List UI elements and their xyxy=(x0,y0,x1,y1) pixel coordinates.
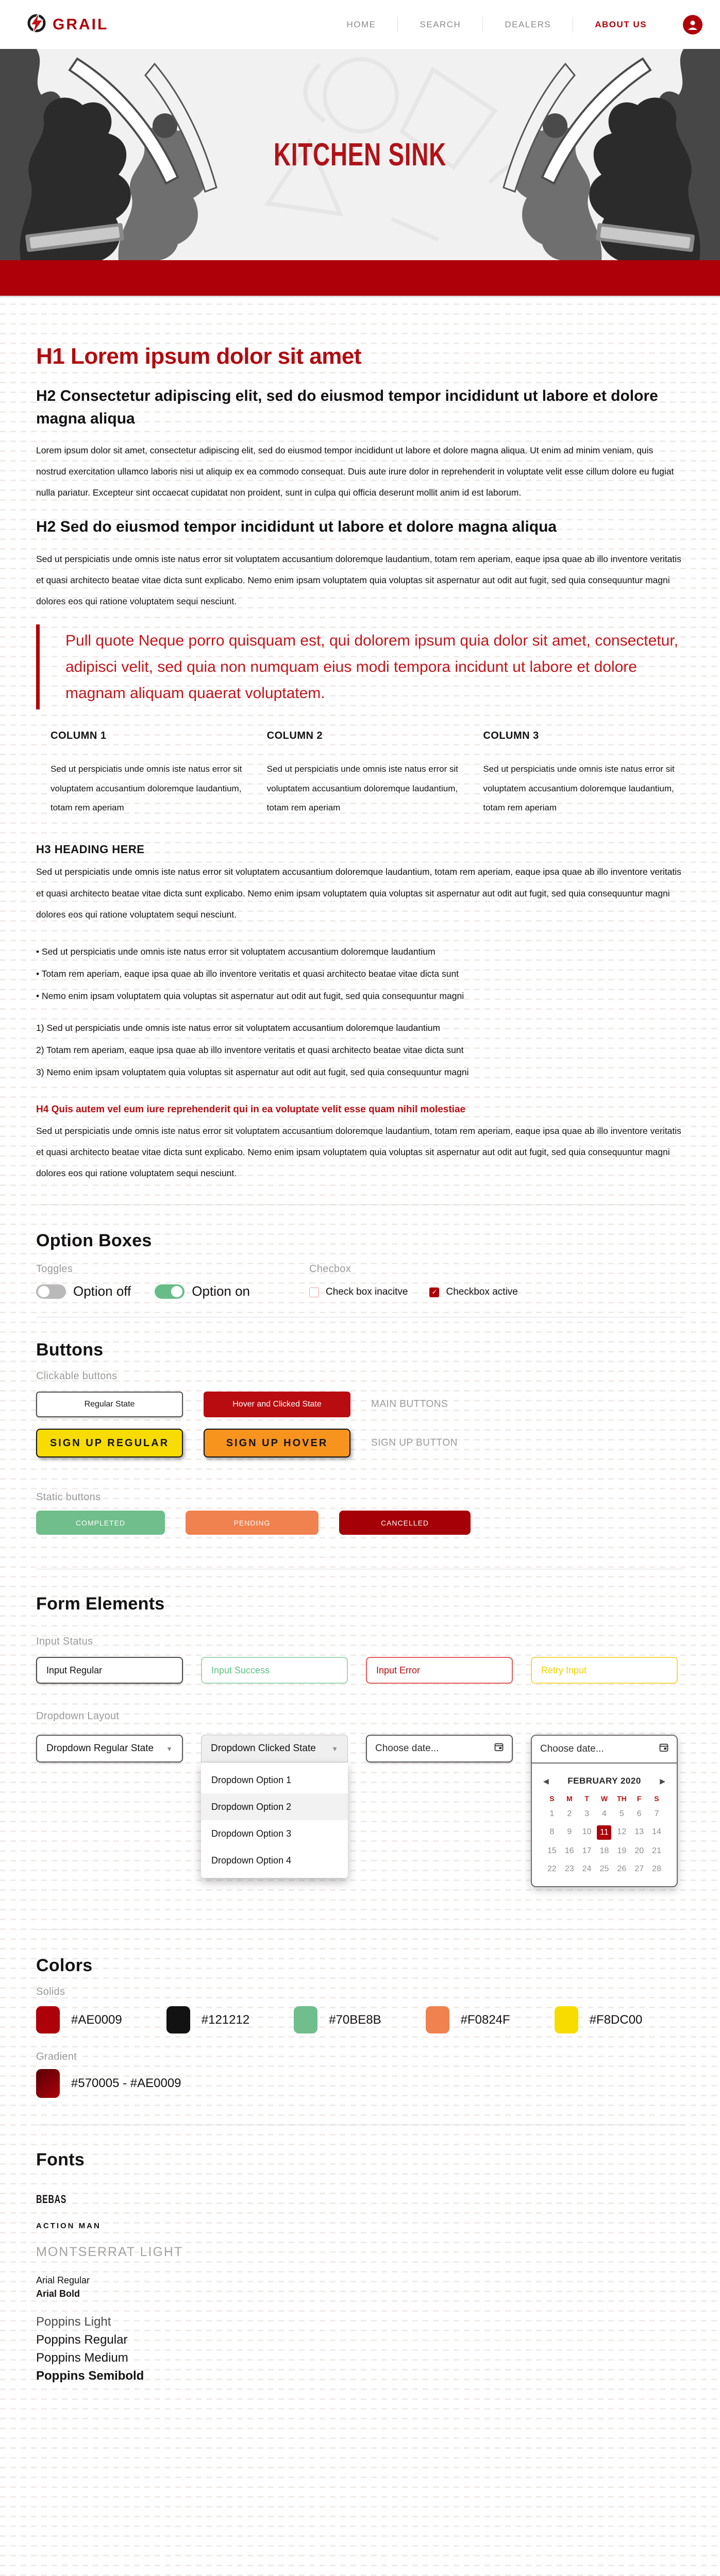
paragraph-sample-1: Lorem ipsum dolor sit amet, consectetur adipiscing elit, sed do eiusmod tempor incididunt ut labore et dolore magna aliqua. Ut enim ad minim veniam, quis nostrud exercitation ullamco laboris nisi ut aliquip ex ea commodo consequat. Duis aute irure dolor in reprehenderit in voluptate velit esse cillum dolore eu fugiat nulla pariatur. Excepteur sint occaecat cupidatat non proident, sunt in culpa qui officia deserunt mollit anim id est laborum. xyxy=(36,445,674,498)
date-input-wrap xyxy=(366,1735,513,1887)
hero-red-band xyxy=(0,260,720,297)
gradient-swatch-row xyxy=(36,2069,684,2098)
dropdown-regular-value: Dropdown Regular State xyxy=(46,1743,154,1754)
dropdown-option-1[interactable]: Dropdown Option 1 xyxy=(211,1774,292,1785)
calendar-dow: W xyxy=(600,1794,608,1803)
calendar-day[interactable]: 16 xyxy=(564,1846,574,1856)
calendar-month: FEBRUARY 2020 xyxy=(567,1776,641,1786)
buttons-title: Buttons xyxy=(36,1340,104,1360)
chevron-down-icon: ▼ xyxy=(166,1744,173,1753)
column-3-title: COLUMN 3 xyxy=(483,730,539,742)
bullet-list xyxy=(36,941,684,1007)
h1-sample: H1 Lorem ipsum dolor sit amet xyxy=(36,344,361,369)
swatch-black-hex: #121212 xyxy=(201,2012,250,2027)
option-boxes-row xyxy=(36,1263,684,1299)
gradient-label: Gradient xyxy=(36,2051,77,2063)
swatch-black xyxy=(166,2006,190,2033)
checkbox-group xyxy=(309,1263,684,1299)
numbered-item: Totam rem aperiam, eaque ipsa quae ab illo inventore veritatis et quasi architecto beatae vitae dicta sunt xyxy=(46,1045,464,1056)
input-retry[interactable] xyxy=(531,1657,678,1684)
input-error[interactable] xyxy=(366,1657,513,1684)
calendar-day[interactable]: 22 xyxy=(547,1865,557,1874)
checkbox-inactive[interactable] xyxy=(309,1287,319,1297)
calendar-day[interactable]: 18 xyxy=(599,1846,609,1856)
buttons-section xyxy=(36,1340,684,1535)
main-buttons-note: MAIN BUTTONS xyxy=(371,1399,448,1410)
swatch-gradient-hex: #570005 - #AE0009 xyxy=(71,2076,181,2091)
bullet-item: • Nemo enim ipsam voluptatem quia voluptas sit aspernatur aut odit aut fugit, sed quia consequuntur magni xyxy=(36,985,684,1007)
column-2-title: COLUMN 2 xyxy=(266,730,323,742)
lightning-bolt-logo-icon xyxy=(26,11,47,38)
calendar-grid xyxy=(543,1794,665,1876)
hero-title: KITCHEN SINK xyxy=(273,137,447,173)
calendar-day[interactable]: 5 xyxy=(619,1809,624,1819)
numbered-item: Sed ut perspiciatis unde omnis iste natus error sit voluptatem accusantium doloremque laudantium xyxy=(46,1023,441,1033)
form-elements-title: Form Elements xyxy=(36,1594,165,1614)
paragraph-sample-2: Sed ut perspiciatis unde omnis iste natus error sit voluptatem accusantium doloremque laudantium, totam rem aperiam, eaque ipsa quae ab illo inventore veritatis et quasi architecto beatae vitae dicta sunt explicabo. Nemo enim ipsam voluptatem quia voluptas sit aspernatur aut odit aut fugit, sed quia consequuntur magni dolores eos qui ratione voluptatem sequi nesciunt. xyxy=(36,553,681,607)
numbered-item: Nemo enim ipsam voluptatem quia voluptas sit aspernatur aut odit aut fugit, sed quia consequuntur magni xyxy=(46,1067,469,1078)
nav-about-us[interactable]: ABOUT US xyxy=(595,19,647,29)
three-columns xyxy=(36,730,684,817)
font-sample-poppins-medium: Poppins Medium xyxy=(36,2351,128,2365)
date-placeholder: Choose date... xyxy=(540,1743,604,1755)
column-2-text: Sed ut perspiciatis unde omnis iste natus error sit voluptatem accusantium doloremque laudantium, totam rem aperiam xyxy=(266,764,459,813)
swatch-orange-hex: #F0824F xyxy=(460,2012,510,2027)
calendar-day[interactable]: 15 xyxy=(547,1846,557,1856)
column-2 xyxy=(267,730,468,817)
calendar-day[interactable]: 19 xyxy=(617,1846,627,1856)
bullet-item: • Totam rem aperiam, eaque ipsa quae ab illo inventore veritatis et quasi architecto beatae vitae dicta sunt xyxy=(36,963,684,985)
chevron-down-icon: ▼ xyxy=(331,1744,338,1753)
swatch-yellow-hex: #F8DC00 xyxy=(589,2012,643,2027)
calendar-day[interactable]: 10 xyxy=(582,1827,592,1837)
calendar-day[interactable]: 1 xyxy=(549,1809,555,1819)
column-1-title: COLUMN 1 xyxy=(51,730,107,742)
swatch-red-hex: #AE0009 xyxy=(71,2012,122,2027)
calendar-day[interactable]: 3 xyxy=(584,1809,590,1819)
column-1-text: Sed ut perspiciatis unde omnis iste natus error sit voluptatem accusantium doloremque laudantium, totam rem aperiam xyxy=(51,764,242,813)
sign-up-regular-button[interactable]: SIGN UP REGULAR xyxy=(36,1429,183,1458)
colors-title: Colors xyxy=(36,1956,93,1976)
column-1 xyxy=(51,730,252,817)
user-avatar-icon[interactable] xyxy=(683,15,702,35)
form-elements-section xyxy=(36,1594,684,1887)
h2-sample-a: H2 Consectetur adipiscing elit, sed do eiusmod tempor incididunt ut labore et dolore magna aliqua xyxy=(36,387,658,427)
solids-label: Solids xyxy=(36,1986,65,1998)
hover-clicked-state-button[interactable]: Hover and Clicked State xyxy=(204,1392,350,1417)
cancelled-badge-button: CANCELLED xyxy=(339,1511,471,1535)
calendar-dow: F xyxy=(637,1794,642,1803)
calendar-dow: T xyxy=(584,1794,589,1803)
swatch-green xyxy=(294,2006,317,2033)
calendar-day[interactable]: 6 xyxy=(637,1809,642,1819)
brand-name: GRAIL xyxy=(53,15,109,33)
calendar-day[interactable]: 21 xyxy=(652,1846,661,1856)
checkbox-active-label: Checkbox active xyxy=(446,1286,518,1298)
calendar-body xyxy=(532,1764,677,1886)
calendar-day[interactable]: 20 xyxy=(634,1846,644,1856)
brand-logo[interactable] xyxy=(26,11,108,38)
h3-sample: H3 HEADING HERE xyxy=(36,843,145,856)
calendar-icon xyxy=(659,1743,668,1755)
calendar-day[interactable]: 23 xyxy=(564,1865,574,1874)
colors-section xyxy=(36,1956,684,2098)
regular-state-button[interactable]: Regular State xyxy=(36,1392,183,1417)
calendar-next-icon[interactable]: ▶ xyxy=(660,1776,665,1785)
toggles-group xyxy=(36,1263,309,1299)
option-boxes-section xyxy=(36,1231,684,1299)
calendar-day[interactable]: 14 xyxy=(652,1827,661,1837)
h2-sample-b: H2 Sed do eiusmod tempor incididunt ut labore et dolore magna aliqua xyxy=(36,518,557,536)
hero-banner xyxy=(0,49,720,260)
dropdown-regular-wrap xyxy=(36,1735,183,1887)
input-status-label: Input Status xyxy=(36,1636,93,1648)
swatch-gradient xyxy=(36,2069,60,2098)
pending-badge-button: PENDING xyxy=(186,1511,319,1535)
font-sample-arial-regular: Arial Regular xyxy=(36,2275,90,2286)
site-header xyxy=(0,0,720,49)
section-divider xyxy=(36,1929,684,1930)
toggle-knob xyxy=(171,1286,182,1297)
dropdown-option-3[interactable]: Dropdown Option 3 xyxy=(211,1828,292,1839)
calendar-icon xyxy=(494,1742,504,1755)
calendar-day[interactable]: 25 xyxy=(599,1865,609,1874)
h3-paragraph: Sed ut perspiciatis unde omnis iste natus error sit voluptatem accusantium doloremque laudantium, totam rem aperiam, eaque ipsa quae ab illo inventore veritatis et quasi architecto beatae vitae dicta sunt explicabo. Nemo enim ipsam voluptatem quia voluptas sit aspernatur aut odit aut fugit, sed quia consequuntur magni dolores eos qui ratione voluptatem sequi nesciunt. xyxy=(36,867,681,920)
date-picker-panel xyxy=(531,1735,678,1887)
dropdown-option-2[interactable]: Dropdown Option 2 xyxy=(201,1793,348,1820)
pull-quote: Pull quote Neque porro quisquam est, qui dolorem ipsum quia dolor sit amet, consectetur, adipisci velit, sed quia non numquam eius modi tempora incidunt ut labore et dolore magnam aliquam quaerat voluptatem. xyxy=(36,624,684,709)
toggle-knob xyxy=(38,1286,49,1297)
checkbox-inactive-label: Check box inacitve xyxy=(326,1286,408,1298)
dropdown-clicked-wrap xyxy=(201,1735,348,1887)
calendar-day[interactable]: 8 xyxy=(549,1827,555,1837)
font-sample-arial-bold: Arial Bold xyxy=(36,2289,80,2299)
toggles-label: Toggles xyxy=(36,1263,73,1275)
calendar-dow: S xyxy=(549,1794,555,1803)
swatch-orange xyxy=(426,2006,449,2033)
solid-swatches xyxy=(36,2006,684,2033)
calendar-dow: TH xyxy=(617,1794,627,1803)
sign-up-button-note: SIGN UP BUTTON xyxy=(371,1437,458,1449)
calendar-day-selected[interactable]: 11 xyxy=(597,1825,611,1840)
dropdown-clicked[interactable] xyxy=(201,1735,348,1762)
calendar-day[interactable]: 4 xyxy=(602,1809,607,1819)
h4-sample: H4 Quis autem vel eum iure reprehenderit qui in ea voluptate velit esse quam nihil molestiae xyxy=(36,1104,466,1115)
font-sample-poppins-light: Poppins Light xyxy=(36,2315,111,2329)
swatch-red xyxy=(36,2006,60,2033)
toggle-off[interactable] xyxy=(36,1284,66,1299)
calendar-day[interactable]: 12 xyxy=(617,1827,627,1837)
calendar-day[interactable]: 28 xyxy=(652,1865,661,1874)
date-input-closed[interactable] xyxy=(366,1735,513,1762)
checkbox-active[interactable] xyxy=(429,1287,439,1297)
date-picker-open-wrap xyxy=(531,1735,678,1887)
fonts-section xyxy=(36,2150,684,2383)
font-sample-poppins-regular: Poppins Regular xyxy=(36,2333,128,2347)
column-3-text: Sed ut perspiciatis unde omnis iste natus error sit voluptatem accusantium doloremque laudantium, totam rem aperiam xyxy=(483,764,675,813)
font-sample-action-man: ACTION MAN xyxy=(36,2222,101,2231)
toggle-off-label: Option off xyxy=(73,1283,131,1299)
completed-badge-button: COMPLETED xyxy=(36,1511,165,1535)
main-nav xyxy=(325,15,702,35)
toggle-on[interactable] xyxy=(155,1284,185,1299)
nav-home[interactable]: HOME xyxy=(346,19,376,29)
calendar-day[interactable]: 2 xyxy=(567,1809,572,1819)
swatch-yellow xyxy=(555,2006,578,2033)
sign-up-hover-button[interactable]: SIGN UP HOVER xyxy=(204,1429,350,1458)
calendar-day[interactable]: 27 xyxy=(634,1865,644,1874)
calendar-dow: S xyxy=(654,1794,659,1803)
numbered-list xyxy=(36,1017,684,1083)
nav-dealers[interactable]: DEALERS xyxy=(505,19,551,29)
date-placeholder: Choose date... xyxy=(375,1743,439,1754)
calendar-dow: M xyxy=(566,1794,573,1803)
calendar-day[interactable]: 9 xyxy=(567,1827,572,1837)
dropdown-layout-label: Dropdown Layout xyxy=(36,1710,120,1722)
input-regular[interactable] xyxy=(36,1657,183,1684)
check-icon: ✓ xyxy=(431,1288,438,1296)
static-buttons-label: Static buttons xyxy=(36,1492,101,1503)
dropdown-regular[interactable] xyxy=(36,1735,183,1762)
calendar-day[interactable]: 24 xyxy=(582,1865,592,1874)
column-3 xyxy=(483,730,684,817)
date-input-open[interactable] xyxy=(532,1736,677,1764)
checkbox-label: Checbox xyxy=(309,1263,351,1275)
nav-search[interactable]: SEARCH xyxy=(420,19,461,29)
calendar-day[interactable]: 26 xyxy=(617,1865,627,1874)
font-sample-montserrat-light: MONTSERRAT LIGHT xyxy=(36,2245,183,2260)
swatch-green-hex: #70BE8B xyxy=(329,2012,381,2027)
calendar-day[interactable]: 13 xyxy=(634,1827,644,1837)
font-sample-poppins-semibold: Poppins Semibold xyxy=(36,2369,144,2383)
clickable-buttons-label: Clickable buttons xyxy=(36,1370,118,1382)
toggle-on-label: Option on xyxy=(192,1283,250,1299)
calendar-day[interactable]: 17 xyxy=(582,1846,592,1856)
calendar-prev-icon[interactable]: ◀ xyxy=(543,1776,549,1785)
option-boxes-title: Option Boxes xyxy=(36,1231,152,1251)
dropdown-menu xyxy=(201,1762,348,1878)
bullet-item: • Sed ut perspiciatis unde omnis iste natus error sit voluptatem accusantium doloremque laudantium xyxy=(36,941,684,963)
h4-paragraph: Sed ut perspiciatis unde omnis iste natus error sit voluptatem accusantium doloremque laudantium, totam rem aperiam, eaque ipsa quae ab illo inventore veritatis et quasi architecto beatae vitae dicta sunt explicabo. Nemo enim ipsam voluptatem quia voluptas sit aspernatur aut odit aut fugit, sed quia consequuntur magni dolores eos qui ratione voluptatem sequi nesciunt. xyxy=(36,1126,681,1179)
calendar-day[interactable]: 7 xyxy=(654,1809,659,1819)
input-success[interactable] xyxy=(201,1657,348,1684)
page-content xyxy=(36,297,684,2383)
font-sample-bebas: BEBAS xyxy=(36,2193,67,2206)
dropdown-option-4[interactable]: Dropdown Option 4 xyxy=(211,1855,292,1866)
fonts-title: Fonts xyxy=(36,2150,85,2170)
dropdown-clicked-value: Dropdown Clicked State xyxy=(211,1743,316,1754)
